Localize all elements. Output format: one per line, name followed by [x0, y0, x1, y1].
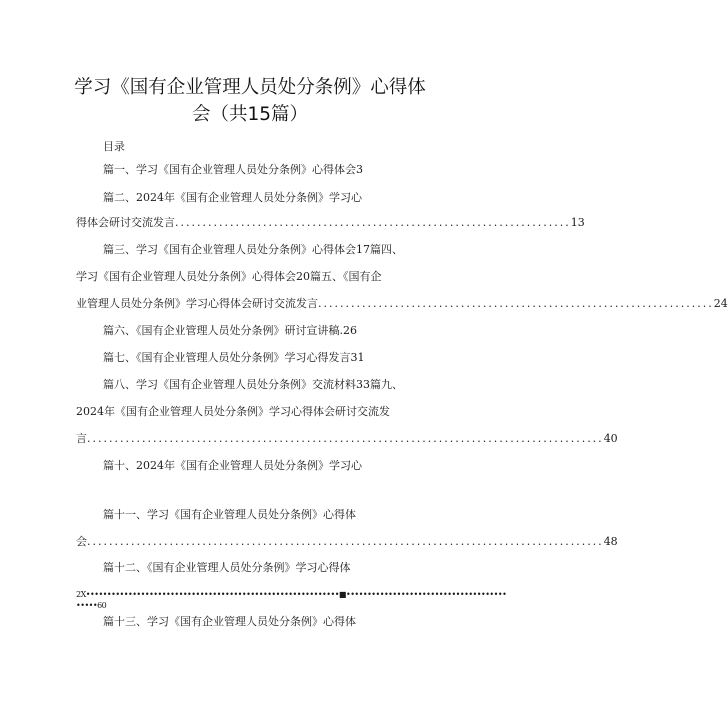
leader-dots: .............................................................................................. [87, 535, 604, 548]
toc-entry-1[interactable]: 篇一、学习《国有企业管理人员处分条例》心得体会3 [103, 163, 363, 176]
toc-entry-13[interactable]: 篇十三、学习《国有企业管理人员处分条例》心得体 [103, 615, 356, 628]
toc-entry-12[interactable]: 篇十二、《国有企业管理人员处分条例》学习心得体 [103, 561, 351, 574]
toc-entry-9[interactable]: 2024年《国有企业管理人员处分条例》学习心得体会研讨交流发 [76, 405, 390, 418]
toc-heading: 目录 [103, 140, 125, 153]
toc-entry-12-leader[interactable]: 2X••••••••••••••••••••••••••••••••••••••••••••••••••••••••••••■•••••••••••••••••••••••••••••••••••••• [76, 590, 507, 599]
toc-entry-12-prefix: 2X [76, 590, 86, 599]
leader-dots: ........................................................................ [175, 216, 571, 229]
toc-entry-8[interactable]: 篇八、学习《国有企业管理人员处分条例》交流材料33篇九、 [103, 378, 403, 391]
title-line-1: 学习《国有企业管理人员处分条例》心得体 [74, 77, 426, 98]
toc-entry-9-cont[interactable] [76, 432, 618, 446]
toc-entry-12-page: 60 [97, 601, 107, 610]
toc-entry-12-leader-2[interactable]: •••••60 [76, 601, 107, 610]
toc-entry-5[interactable] [76, 297, 728, 311]
toc-entry-2-page: 13 [570, 216, 585, 229]
toc-entry-6[interactable]: 篇六、《国有企业管理人员处分条例》研讨宣讲稿.26 [103, 324, 357, 337]
toc-entry-11-page: 48 [603, 535, 618, 548]
toc-entry-2[interactable]: 篇二、2024年《国有企业管理人员处分条例》学习心 [103, 191, 362, 204]
toc-entry-2-cont[interactable] [76, 216, 585, 230]
toc-entry-11-cont[interactable] [76, 535, 618, 549]
leader-dots: .............................................................................................. [87, 432, 604, 445]
leader-dots: ........................................................................ [318, 297, 714, 310]
toc-entry-11[interactable]: 篇十一、学习《国有企业管理人员处分条例》心得体 [103, 508, 356, 521]
toc-entry-9-text: 言 [76, 432, 87, 445]
toc-entry-9-page: 40 [603, 432, 618, 445]
toc-entry-4[interactable]: 学习《国有企业管理人员处分条例》心得体会20篇五、《国有企 [76, 270, 382, 283]
title-line-2: 会（共15篇） [191, 104, 309, 125]
toc-entry-7[interactable]: 篇七、《国有企业管理人员处分条例》学习心得发言31 [103, 351, 365, 364]
toc-entry-2-text: 得体会研讨交流发言 [76, 216, 175, 229]
toc-entry-3[interactable]: 篇三、学习《国有企业管理人员处分条例》心得体会17篇四、 [103, 243, 403, 256]
toc-entry-5-text: 业管理人员处分条例》学习心得体会研讨交流发言 [76, 297, 318, 310]
toc-entry-5-page: 24 [713, 297, 728, 310]
toc-entry-10[interactable]: 篇十、2024年《国有企业管理人员处分条例》学习心 [103, 459, 362, 472]
document-title [0, 74, 500, 128]
toc-entry-11-text: 会 [76, 535, 87, 548]
